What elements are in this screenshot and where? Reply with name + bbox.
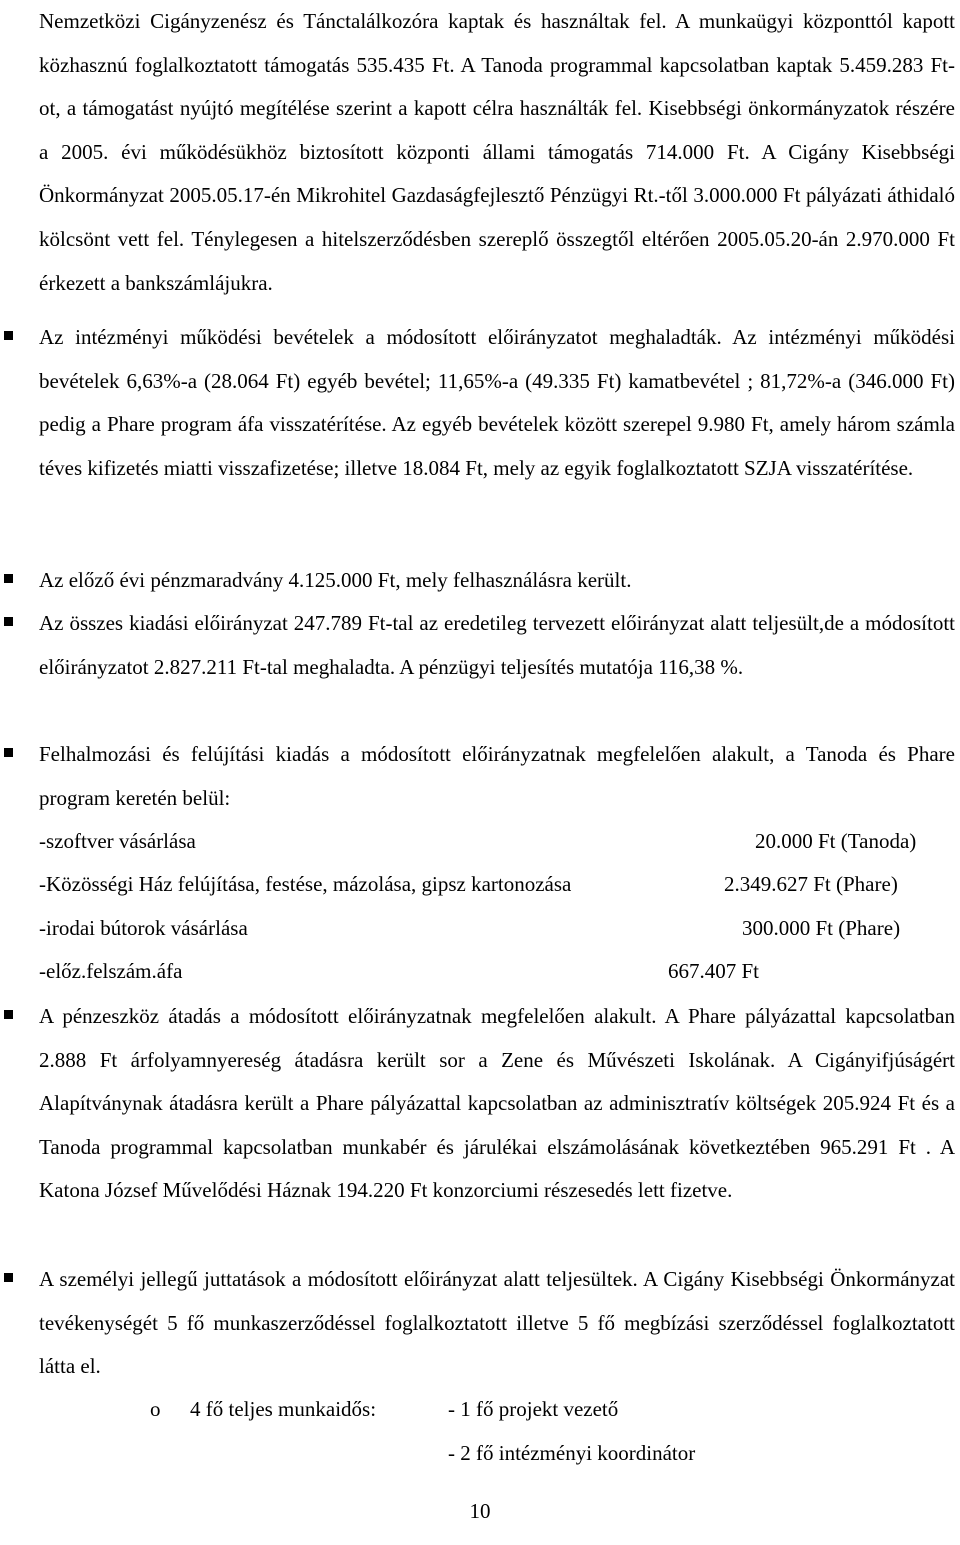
- square-bullet-icon: [4, 574, 13, 583]
- square-bullet-icon: [4, 748, 13, 757]
- expense-label: -irodai bútorok vásárlása: [39, 916, 248, 940]
- square-bullet-icon: [4, 1273, 13, 1282]
- bullet-text: Felhalmozási és felújítási kiadás a módosított előirányzatnak megfelelően alakult, a Tanoda és Phare program keretén belül:: [39, 742, 955, 810]
- page-number: 10: [469, 1499, 491, 1523]
- square-bullet-icon: [4, 331, 13, 340]
- expense-amount: 2.349.627 Ft (Phare): [724, 872, 898, 896]
- intro-paragraph: Nemzetközi Cigányzenész és Tánctalálkozóra kaptak és használtak fel. A munkaügyi központtól kapott közhasznú foglalkoztatott támogatás 535.435 Ft. A Tanoda programmal kapcsolatban kaptak 5.459.283 Ft-ot, a támogatást nyújtó megítélése szerint a kapott célra használták fel. Kisebbségi önkormányzatok részére a 2005. évi működésükhöz biztosított központi állami támogatás 714.000 Ft. A Cigány Kisebbségi Önkormányzat 2005.05.17-én Mikrohitel Gazdaságfejlesztő Pénzügyi Rt.-től 3.000.000 Ft pályázati áthidaló kölcsönt vett fel. Ténylegesen a hitelszerződésben szereplő összegtől eltérően 2005.05.20-án 2.970.000 Ft érkezett a bankszámlájukra.: [39, 9, 955, 295]
- square-bullet-icon: [4, 1010, 13, 1019]
- expense-amount: 667.407 Ft: [668, 959, 760, 983]
- expense-amount: 300.000 Ft (Phare): [742, 916, 901, 940]
- expense-label: -Közösségi Ház felújítása, festése, mázolása, gipsz kartonozása: [39, 872, 572, 896]
- expense-label: -szoftver vásárlása: [39, 829, 196, 853]
- bullet-text: Az összes kiadási előirányzat 247.789 Ft-tal az eredetileg tervezett előirányzat alatt teljesült,de a módosított előirányzatot 2.827.211 Ft-tal meghaladta. A pénzügyi teljesítés mutatója 116,38 %.: [39, 611, 955, 679]
- staff-role: - 1 fő projekt vezető: [448, 1397, 619, 1421]
- expense-label: -előz.felszám.áfa: [39, 959, 183, 983]
- bullet-text: A személyi jellegű juttatások a módosított előirányzat alatt teljesültek. A Cigány Kisebbségi Önkormányzat tevékenységét 5 fő munkaszerződéssel foglalkoztatott illetve 5 fő megbízási szerződéssel foglalkoztatott látta el.: [39, 1267, 955, 1379]
- bullet-text: Az intézményi működési bevételek a módosított előirányzatot meghaladták. Az intézményi működési bevételek 6,63%-a (28.064 Ft) egyéb bevétel; 11,65%-a (49.335 Ft) kamatbevétel ; 81,72%-a (346.000 Ft) pedig a Phare program áfa visszatérítése. Az egyéb bevételek között szerepel 9.980 Ft, amely három számla téves kifizetés miatti visszafizetése; illetve 18.084 Ft, mely az egyik foglalkoztatott SZJA visszatérítése.: [39, 325, 955, 480]
- staff-role: - 2 fő intézményi koordinátor: [448, 1441, 696, 1465]
- bullet-text: Az előző évi pénzmaradvány 4.125.000 Ft, mely felhasználásra került.: [39, 568, 632, 592]
- staff-marker: o: [150, 1397, 161, 1421]
- staff-label: 4 fő teljes munkaidős:: [190, 1397, 377, 1421]
- expense-amount: 20.000 Ft (Tanoda): [755, 829, 917, 853]
- bullet-text: A pénzeszköz átadás a módosított előirányzatnak megfelelően alakult. A Phare pályázattal kapcsolatban 2.888 Ft árfolyamnyereség átadásra került sor a Zene és Művészeti Iskolának. A Cigányifjúságért Alapítványnak átadásra került a Phare pályázattal kapcsolatban az adminisztratív költségek 205.924 Ft és a Tanoda programmal kapcsolatban munkabér és járulékai elszámolásának következtében 965.291 Ft . A Katona József Művelődési Háznak 194.220 Ft konzorciumi részesedés lett fizetve.: [39, 1004, 955, 1203]
- square-bullet-icon: [4, 617, 13, 626]
